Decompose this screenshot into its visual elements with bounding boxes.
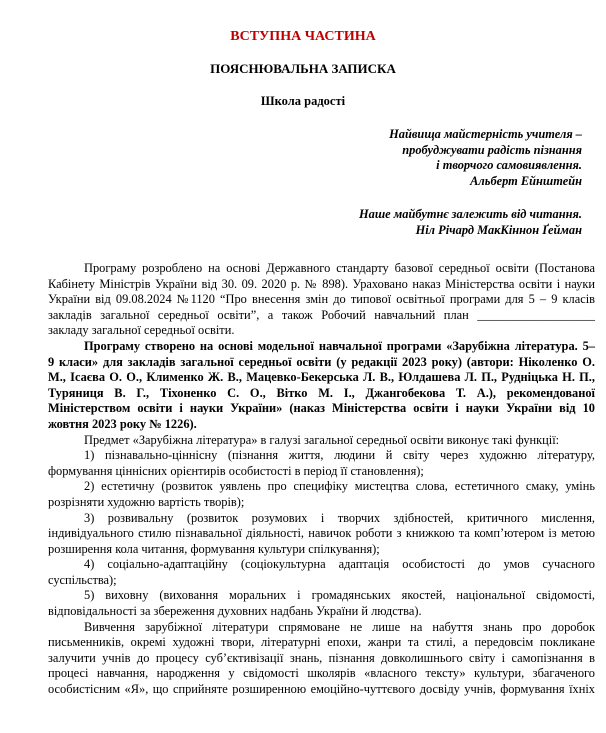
function-item-3 [48, 511, 595, 558]
text-line: суспільства); [48, 572, 117, 587]
text-line: розширення кола читання, формування культури спілкування); [48, 541, 380, 556]
text-line: Туряниця В. Г., Тіхоненко С. О., Вітко М. І., Джангобекова Т. А.), рекомендованої [48, 385, 595, 400]
epigraph-gaiman [359, 207, 582, 238]
text-line: залучити учнів до процесу суб’єктивізації знань, пізнання довколишнього світу і самопізнання в [48, 650, 595, 665]
document-body [48, 261, 595, 698]
text-line: індивідуального стилю пізнавальної діяльності, навичок роботи з книжкою та комп’ютером із метою [48, 526, 595, 541]
epigraph-einstein [389, 127, 582, 189]
document-subtitle: ПОЯСНЮВАЛЬНА ЗАПИСКА [210, 61, 396, 76]
text-line: 4) соціально-адаптаційну (соціокультурна адаптація особистості до умов сучасного [84, 557, 595, 572]
text-line: України від 09.08.2024 №1120 “Про внесення змін до типової освітньої програми для 5 – 9 класів [48, 292, 595, 307]
text-line: Вивчення зарубіжної літератури спрямоване не лише на набуття знань про доробок [84, 619, 595, 634]
epigraph-author: Ніл Річард МакКіннон Ґейман [415, 222, 582, 237]
text-line: закладів загальної середньої освіти”, а також Робочий навчальний план ___________________ [48, 307, 595, 322]
text-line: формування ціннісних орієнтирів особистості в період її становлення); [48, 463, 424, 478]
text-line: М., Ісаєва О. О., Клименко Ж. В., Мацевко-Бекерська Л. В., Юлдашева Л. П., Рудніцька Н. П., [48, 370, 595, 385]
text-line: особистісним «Я», що сприйняте розширенною емоційно-чуттєвого досвіду учнів, формування їхніх [48, 682, 595, 697]
text-line: Програму розроблено на основі Державного стандарту базової середньої освіти (Постанова [84, 261, 595, 275]
epigraph-author: Альберт Ейнштейн [470, 173, 582, 188]
epigraph-line: Наше майбутнє залежить від читання. [359, 207, 582, 221]
paragraph-legal-basis [48, 261, 595, 339]
text-line: закладу загальної середньої освіти. [48, 323, 235, 338]
document-title: ВСТУПНА ЧАСТИНА [230, 29, 376, 44]
function-item-5 [48, 588, 595, 619]
text-line: 5) виховну (виховання моральних і громадянських якостей, національної свідомості, [84, 588, 595, 603]
text-line: процесі навчання, народження у свідомості школярів «власного тексту» культури, збагаченого [48, 666, 595, 681]
text-line: Кабінету Міністрів України від 30. 09. 2020 р. № 898). Ураховано наказ Міністерства освіти і науки [48, 276, 595, 291]
paragraph-model-program [48, 339, 595, 433]
text-line: письменників, окремі художні твори, літературні епохи, жанри та стилі, а передовсім покликане [48, 635, 595, 650]
epigraph-line: і творчого самовиявлення. [436, 158, 582, 172]
function-item-4 [48, 557, 595, 588]
paragraph-study-goals [48, 620, 595, 698]
paragraph-functions-intro [48, 433, 595, 449]
text-line: 9 класи» для закладів загальної середньої освіти (у редакції 2023 року) (автори: Ніколенко О. [48, 354, 595, 369]
text-line: 3) розвивальну (розвиток розумових і творчих здібностей, критичного мислення, [84, 510, 595, 525]
text-line: Предмет «Зарубіжна література» в галузі загальної середньої освіти виконує такі функції: [84, 432, 560, 447]
text-line: 1) пізнавально-ціннісну (пізнання життя, людини й світу через художню літературу, [84, 448, 595, 463]
epigraph-line: пробуджувати радість пізнання [402, 142, 582, 157]
function-item-1 [48, 448, 595, 479]
text-line: розрізняти художню вартість творів); [48, 494, 245, 509]
text-line: жовтня 2023 року № 1226). [48, 416, 197, 431]
text-line: 2) естетичну (розвиток уявлень про специфіку мистецтва слова, естетичного смаку, умінь [84, 479, 595, 494]
text-line: Міністерством освіти і науки України» (наказ Міністерства освіти і науки України від 10 [48, 401, 595, 416]
function-item-2 [48, 479, 595, 510]
text-line: Програму створено на основі модельної навчальної програми «Зарубіжна література. 5– [84, 338, 595, 353]
school-name: Школа радості [260, 94, 346, 108]
epigraph-line: Найвища майстерність учителя – [389, 127, 582, 141]
text-line: відповідальності за збереження духовних надбань України й людства). [48, 604, 422, 619]
